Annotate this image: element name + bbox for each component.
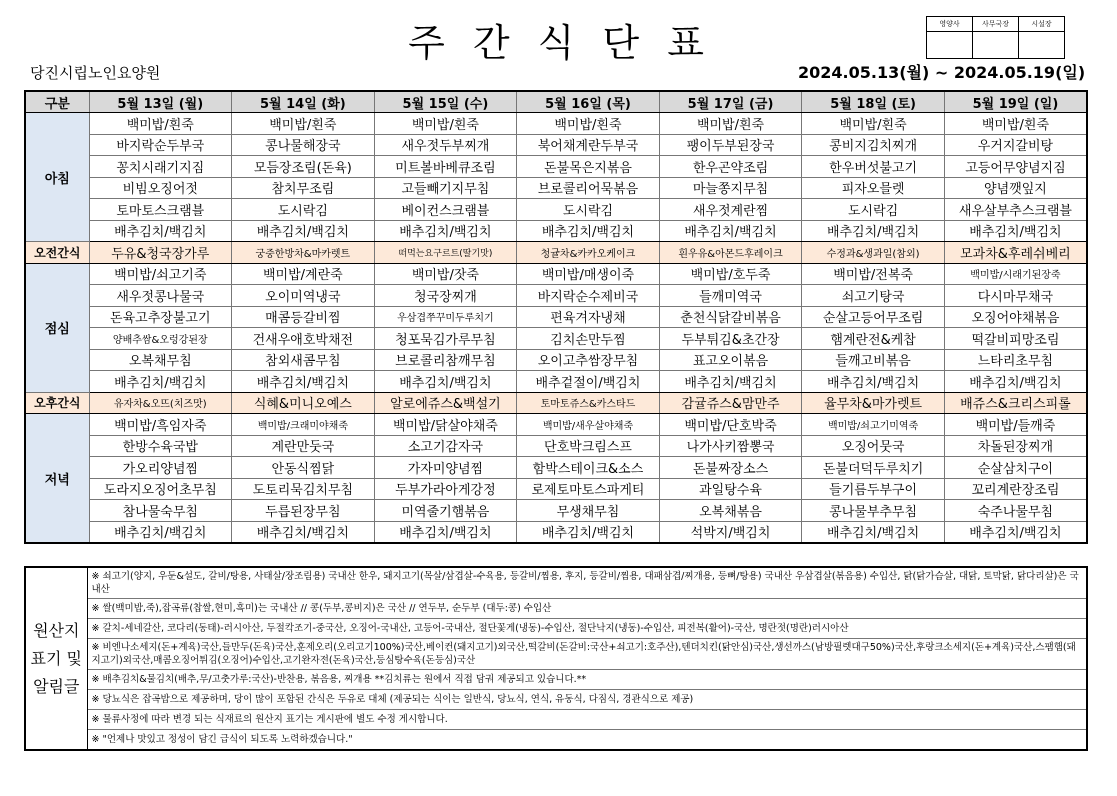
am-snack-cell: 수정과&생과일(참외) — [802, 242, 945, 264]
breakfast-menu-cell: 한우곤약조림 — [659, 156, 802, 178]
breakfast-menu-cell: 피자오믈렛 — [802, 177, 945, 199]
facility-name: 당진시립노인요양원 — [30, 64, 161, 82]
breakfast-menu-cell: 새우젓두부찌개 — [374, 134, 517, 156]
approval-dietitian-label: 영양사 — [927, 17, 973, 32]
dinner-menu-cell: 두릅된장무침 — [232, 500, 375, 522]
dinner-menu-cell: 배추김치/백김치 — [802, 521, 945, 543]
lunch-menu-cell: 새우젓콩나물국 — [89, 285, 232, 307]
lunch-menu-cell: 백미밥/계란죽 — [232, 263, 375, 285]
am-snack-cell: 궁중한방차&마카렛트 — [232, 242, 375, 264]
dinner-menu-cell: 나가사키짬뽕국 — [659, 435, 802, 457]
breakfast-row — [25, 156, 1087, 178]
am-snack-label: 오전간식 — [25, 242, 89, 264]
header-day: 5월 17일 (금) — [659, 91, 802, 113]
dinner-menu-cell: 함박스테이크&소스 — [517, 457, 660, 479]
notes-row — [25, 690, 1087, 710]
breakfast-menu-cell: 새우살부추스크램블 — [944, 199, 1087, 221]
lunch-menu-cell: 백미밥/전복죽 — [802, 263, 945, 285]
lunch-row — [25, 328, 1087, 350]
breakfast-menu-cell: 백미밥/흰죽 — [232, 113, 375, 135]
pm-snack-cell: 율무차&마가렛트 — [802, 392, 945, 414]
breakfast-menu-cell: 토마토스크램블 — [89, 199, 232, 221]
lunch-menu-cell: 두부튀김&초간장 — [659, 328, 802, 350]
dinner-menu-cell: 무생채무침 — [517, 500, 660, 522]
dinner-menu-cell: 배추김치/백김치 — [232, 521, 375, 543]
lunch-menu-cell: 오이고추쌈장무침 — [517, 349, 660, 371]
breakfast-menu-cell: 꽁치시래기지짐 — [89, 156, 232, 178]
breakfast-menu-cell: 도시락김 — [802, 199, 945, 221]
lunch-menu-cell: 배추김치/백김치 — [659, 371, 802, 393]
dinner-menu-cell: 백미밥/흑임자죽 — [89, 414, 232, 436]
dinner-menu-cell: 한방수육국밥 — [89, 435, 232, 457]
breakfast-menu-cell: 도시락김 — [517, 199, 660, 221]
approval-box — [926, 16, 1065, 59]
breakfast-menu-cell: 배추김치/백김치 — [232, 220, 375, 242]
lunch-menu-cell: 배추김치/백김치 — [374, 371, 517, 393]
lunch-menu-cell: 청국장찌개 — [374, 285, 517, 307]
lunch-menu-cell: 참외새콤무침 — [232, 349, 375, 371]
lunch-row — [25, 306, 1087, 328]
dinner-row — [25, 478, 1087, 500]
lunch-menu-cell: 돈육고추장불고기 — [89, 306, 232, 328]
breakfast-menu-cell: 백미밥/흰죽 — [89, 113, 232, 135]
dinner-menu-cell: 백미밥/쇠고기미역죽 — [802, 414, 945, 436]
breakfast-menu-cell: 콩비지김치찌개 — [802, 134, 945, 156]
notes-row — [25, 710, 1087, 730]
am-snack-cell: 두유&청국장가루 — [89, 242, 232, 264]
approval-dietitian-sign — [927, 32, 973, 59]
am-snack-cell: 모과차&후레쉬베리 — [944, 242, 1087, 264]
breakfast-menu-cell: 백미밥/흰죽 — [374, 113, 517, 135]
lunch-menu-cell: 백미밥/시래기된장죽 — [944, 263, 1087, 285]
am-snack-row — [25, 242, 1087, 264]
dinner-menu-cell: 배추김치/백김치 — [374, 521, 517, 543]
notes-table — [24, 566, 1088, 751]
dinner-menu-cell: 백미밥/크래미야채죽 — [232, 414, 375, 436]
dinner-menu-cell: 석박지/백김치 — [659, 521, 802, 543]
lunch-menu-cell: 느타리초무침 — [944, 349, 1087, 371]
lunch-menu-cell: 들깨미역국 — [659, 285, 802, 307]
breakfast-menu-cell: 고등어무양념지짐 — [944, 156, 1087, 178]
lunch-menu-cell: 백미밥/매생이죽 — [517, 263, 660, 285]
breakfast-menu-cell: 한우버섯불고기 — [802, 156, 945, 178]
dinner-menu-cell: 미역줄기햄볶음 — [374, 500, 517, 522]
dinner-menu-cell: 두부가라아게강정 — [374, 478, 517, 500]
breakfast-menu-cell: 배추김치/백김치 — [89, 220, 232, 242]
lunch-menu-cell: 순살고등어무조림 — [802, 306, 945, 328]
dinner-menu-cell: 오징어뭇국 — [802, 435, 945, 457]
lunch-menu-cell: 백미밥/잣죽 — [374, 263, 517, 285]
dinner-row — [25, 521, 1087, 543]
notes-label: 원산지 표기 및 알림글 — [25, 567, 87, 750]
pm-snack-cell: 감귤쥬스&맘만주 — [659, 392, 802, 414]
lunch-menu-cell: 청포묵김가루무침 — [374, 328, 517, 350]
breakfast-row — [25, 134, 1087, 156]
weekly-menu-table — [24, 90, 1088, 544]
header-day: 5월 19일 (일) — [944, 91, 1087, 113]
breakfast-menu-cell: 돈불목은지볶음 — [517, 156, 660, 178]
dinner-row — [25, 500, 1087, 522]
dinner-menu-cell: 차돌된장찌개 — [944, 435, 1087, 457]
header-day: 5월 18일 (토) — [802, 91, 945, 113]
lunch-row — [25, 371, 1087, 393]
dinner-label: 저녁 — [25, 414, 89, 544]
breakfast-menu-cell: 콩나물해장국 — [232, 134, 375, 156]
notes-row — [25, 567, 1087, 599]
notes-line: ※ 갈치-세네갈산, 코다리(동태)-러시아산, 두절칵조기-중국산, 오징어-국내산, 고등어-국내산, 절단꽃게(냉동)-수입산, 절단낙지(냉동)-수입산, 피전복(활어)-국산, 명란젓(명란)러시아산 — [87, 619, 1087, 639]
am-snack-cell: 청귤차&카카오케이크 — [517, 242, 660, 264]
am-snack-cell: 떠먹는요구르트(딸기맛) — [374, 242, 517, 264]
breakfast-menu-cell: 백미밥/흰죽 — [517, 113, 660, 135]
header-day: 5월 13일 (월) — [89, 91, 232, 113]
lunch-menu-cell: 편육겨자냉채 — [517, 306, 660, 328]
dinner-menu-cell: 꼬리계란장조림 — [944, 478, 1087, 500]
lunch-menu-cell: 배추겉절이/백김치 — [517, 371, 660, 393]
pm-snack-row — [25, 392, 1087, 414]
notes-line: ※ 배추김치&물김치(배추,무/고춧가루:국산)-반찬용, 볶음용, 찌개용 **김치류는 원에서 직접 담궈 제공되고 있습니다.** — [87, 670, 1087, 690]
dinner-menu-cell: 로제토마토스파게티 — [517, 478, 660, 500]
lunch-menu-cell: 배추김치/백김치 — [89, 371, 232, 393]
breakfast-menu-cell: 배추김치/백김치 — [659, 220, 802, 242]
pm-snack-cell: 배쥬스&크리스피롤 — [944, 392, 1087, 414]
lunch-menu-cell: 양배추쌈&오렁강된장 — [89, 328, 232, 350]
breakfast-menu-cell: 배추김치/백김치 — [517, 220, 660, 242]
pm-snack-cell: 알로에쥬스&백설기 — [374, 392, 517, 414]
dinner-menu-cell: 소고기감자국 — [374, 435, 517, 457]
notes-line: ※ 쌀(백미밥,죽),잡곡류(찹쌀,현미,흑미)는 국내산 // 콩(두부,콩비지)은 국산 // 연두부, 순두부 (대두:콩) 수입산 — [87, 599, 1087, 619]
lunch-menu-cell: 배추김치/백김치 — [944, 371, 1087, 393]
dinner-menu-cell: 단호박크림스프 — [517, 435, 660, 457]
notes-line: ※ 당뇨식은 잡곡밥으로 제공하며, 당이 많이 포함된 간식은 두유로 대체 (제공되는 식이는 일반식, 당뇨식, 연식, 유동식, 다짐식, 경관식으로 제공) — [87, 690, 1087, 710]
pm-snack-cell: 토마토쥬스&카스타드 — [517, 392, 660, 414]
pm-snack-cell: 식혜&미니오예스 — [232, 392, 375, 414]
breakfast-menu-cell: 도시락김 — [232, 199, 375, 221]
dinner-menu-cell: 들기름두부구이 — [802, 478, 945, 500]
dinner-menu-cell: 돈불짜장소스 — [659, 457, 802, 479]
lunch-menu-cell: 춘천식닭갈비볶음 — [659, 306, 802, 328]
lunch-menu-cell: 배추김치/백김치 — [232, 371, 375, 393]
dinner-menu-cell: 도토리묵김치무침 — [232, 478, 375, 500]
notes-row — [25, 670, 1087, 690]
lunch-menu-cell: 브로콜리참깨무침 — [374, 349, 517, 371]
breakfast-menu-cell: 모듬장조림(돈육) — [232, 156, 375, 178]
lunch-menu-cell: 오이미역냉국 — [232, 285, 375, 307]
breakfast-menu-cell: 우거지갈비탕 — [944, 134, 1087, 156]
dinner-menu-cell: 과일탕수육 — [659, 478, 802, 500]
dinner-menu-cell: 배추김치/백김치 — [517, 521, 660, 543]
lunch-menu-cell: 배추김치/백김치 — [802, 371, 945, 393]
breakfast-row — [25, 199, 1087, 221]
dinner-menu-cell: 백미밥/단호박죽 — [659, 414, 802, 436]
dinner-menu-cell: 순살삼치구이 — [944, 457, 1087, 479]
breakfast-menu-cell: 북어채계란두부국 — [517, 134, 660, 156]
lunch-menu-cell: 들깨고비볶음 — [802, 349, 945, 371]
dinner-menu-cell: 백미밥/새우살야채죽 — [517, 414, 660, 436]
breakfast-menu-cell: 양념깻잎지 — [944, 177, 1087, 199]
notes-row — [25, 619, 1087, 639]
approval-director-sign — [1019, 32, 1065, 59]
header-category: 구분 — [25, 91, 89, 113]
breakfast-menu-cell: 배추김치/백김치 — [374, 220, 517, 242]
dinner-menu-cell: 배추김치/백김치 — [89, 521, 232, 543]
approval-manager-sign — [973, 32, 1019, 59]
lunch-menu-cell: 다시마무채국 — [944, 285, 1087, 307]
page-title: 주 간 식 단 표 — [408, 21, 712, 65]
header-day: 5월 14일 (화) — [232, 91, 375, 113]
breakfast-menu-cell: 백미밥/흰죽 — [802, 113, 945, 135]
lunch-row — [25, 285, 1087, 307]
notes-row — [25, 639, 1087, 670]
dinner-menu-cell: 백미밥/닭살야채죽 — [374, 414, 517, 436]
breakfast-menu-cell: 새우젓계란찜 — [659, 199, 802, 221]
lunch-menu-cell: 백미밥/호두죽 — [659, 263, 802, 285]
notes-line: ※ 물류사정에 따라 변경 되는 식재료의 원산지 표기는 게시판에 별도 수정 게시합니다. — [87, 710, 1087, 730]
lunch-menu-cell: 햄계란전&케찹 — [802, 328, 945, 350]
dinner-menu-cell: 숙주나물무침 — [944, 500, 1087, 522]
dinner-menu-cell: 도라지오징어초무침 — [89, 478, 232, 500]
dinner-menu-cell: 오복채볶음 — [659, 500, 802, 522]
header-day: 5월 16일 (목) — [517, 91, 660, 113]
notes-line: ※ 비엔나소세지(돈+계육)국산,들만두(돈육)국산,훈제오리(오리고기100%)국산,베이컨(돼지고기)외국산,떡갈비(돈갈비:국산+쇠고기:호주산),텐더치킨(닭안심)국산,생선까스(남방필렛대구50%)국산,후랑크소세지(돈+계육)국산,스팸햄(돼지고기)외국산,매콤오징어튀김(오징어)수입산,고기완자전(돈육)국산,등심탕수육(돈등심)국산 — [87, 639, 1087, 670]
dinner-menu-cell: 참나물숙무침 — [89, 500, 232, 522]
breakfast-menu-cell: 고들빼기지무침 — [374, 177, 517, 199]
dinner-row — [25, 414, 1087, 436]
notes-row — [25, 730, 1087, 751]
pm-snack-cell: 유자차&오뜨(치즈맛) — [89, 392, 232, 414]
breakfast-menu-cell: 바지락순두부국 — [89, 134, 232, 156]
lunch-menu-cell: 매콤등갈비찜 — [232, 306, 375, 328]
approval-director-label: 시설장 — [1019, 17, 1065, 32]
dinner-menu-cell: 가오리양념찜 — [89, 457, 232, 479]
dinner-row — [25, 457, 1087, 479]
lunch-menu-cell: 떡갈비피망조림 — [944, 328, 1087, 350]
breakfast-menu-cell: 배추김치/백김치 — [944, 220, 1087, 242]
breakfast-row — [25, 220, 1087, 242]
notes-row — [25, 599, 1087, 619]
notes-line: ※ "언제나 맛있고 정성이 담긴 급식이 되도록 노력하겠습니다." — [87, 730, 1087, 751]
dinner-menu-cell: 안동식찜닭 — [232, 457, 375, 479]
breakfast-label: 아침 — [25, 113, 89, 242]
breakfast-menu-cell: 미트볼바베큐조림 — [374, 156, 517, 178]
lunch-menu-cell: 김치손만두찜 — [517, 328, 660, 350]
dinner-menu-cell: 돈불더덕두루치기 — [802, 457, 945, 479]
am-snack-cell: 흰우유&아몬드후레이크 — [659, 242, 802, 264]
breakfast-menu-cell: 마늘쫑지무침 — [659, 177, 802, 199]
lunch-menu-cell: 오징어야채볶음 — [944, 306, 1087, 328]
header-row — [25, 91, 1087, 113]
breakfast-menu-cell: 백미밥/흰죽 — [659, 113, 802, 135]
header-day: 5월 15일 (수) — [374, 91, 517, 113]
breakfast-menu-cell: 참치무조림 — [232, 177, 375, 199]
breakfast-menu-cell: 팽이두부된장국 — [659, 134, 802, 156]
lunch-menu-cell: 우삼겹쭈꾸미두루치기 — [374, 306, 517, 328]
lunch-menu-cell: 표고오이볶음 — [659, 349, 802, 371]
lunch-menu-cell: 바지락순수제비국 — [517, 285, 660, 307]
dinner-menu-cell: 배추김치/백김치 — [944, 521, 1087, 543]
dinner-menu-cell: 콩나물부추무침 — [802, 500, 945, 522]
lunch-menu-cell: 오복채무침 — [89, 349, 232, 371]
lunch-row — [25, 349, 1087, 371]
dinner-row — [25, 435, 1087, 457]
breakfast-menu-cell: 백미밥/흰죽 — [944, 113, 1087, 135]
breakfast-menu-cell: 브로콜리어묵볶음 — [517, 177, 660, 199]
dinner-menu-cell: 백미밥/들깨죽 — [944, 414, 1087, 436]
breakfast-menu-cell: 베이컨스크램블 — [374, 199, 517, 221]
breakfast-row — [25, 113, 1087, 135]
lunch-menu-cell: 건새우애호박채전 — [232, 328, 375, 350]
dinner-menu-cell: 계란만둣국 — [232, 435, 375, 457]
lunch-row — [25, 263, 1087, 285]
pm-snack-label: 오후간식 — [25, 392, 89, 414]
lunch-menu-cell: 쇠고기탕국 — [802, 285, 945, 307]
breakfast-row — [25, 177, 1087, 199]
approval-manager-label: 사무국장 — [973, 17, 1019, 32]
menu-period: 2024.05.13(월) ~ 2024.05.19(일) — [798, 63, 1086, 82]
lunch-label: 점심 — [25, 263, 89, 392]
lunch-menu-cell: 백미밥/쇠고기죽 — [89, 263, 232, 285]
dinner-menu-cell: 가자미양념찜 — [374, 457, 517, 479]
notes-line: ※ 쇠고기(양지, 우둔&설도, 갈비/탕용, 사태살/장조림용) 국내산 한우, 돼지고기(목살/삼겹살-수육용, 등갈비/찜용, 후지, 등갈비/찜용, 대패삼겹/찌개용, 등뼈/탕용) 국내산 우삼겹살(볶음용) 수입산, 닭(닭가슴살, 대닭, 토막닭, 닭다리살)은 국내산 — [87, 567, 1087, 599]
breakfast-menu-cell: 비빔오징어젓 — [89, 177, 232, 199]
breakfast-menu-cell: 배추김치/백김치 — [802, 220, 945, 242]
